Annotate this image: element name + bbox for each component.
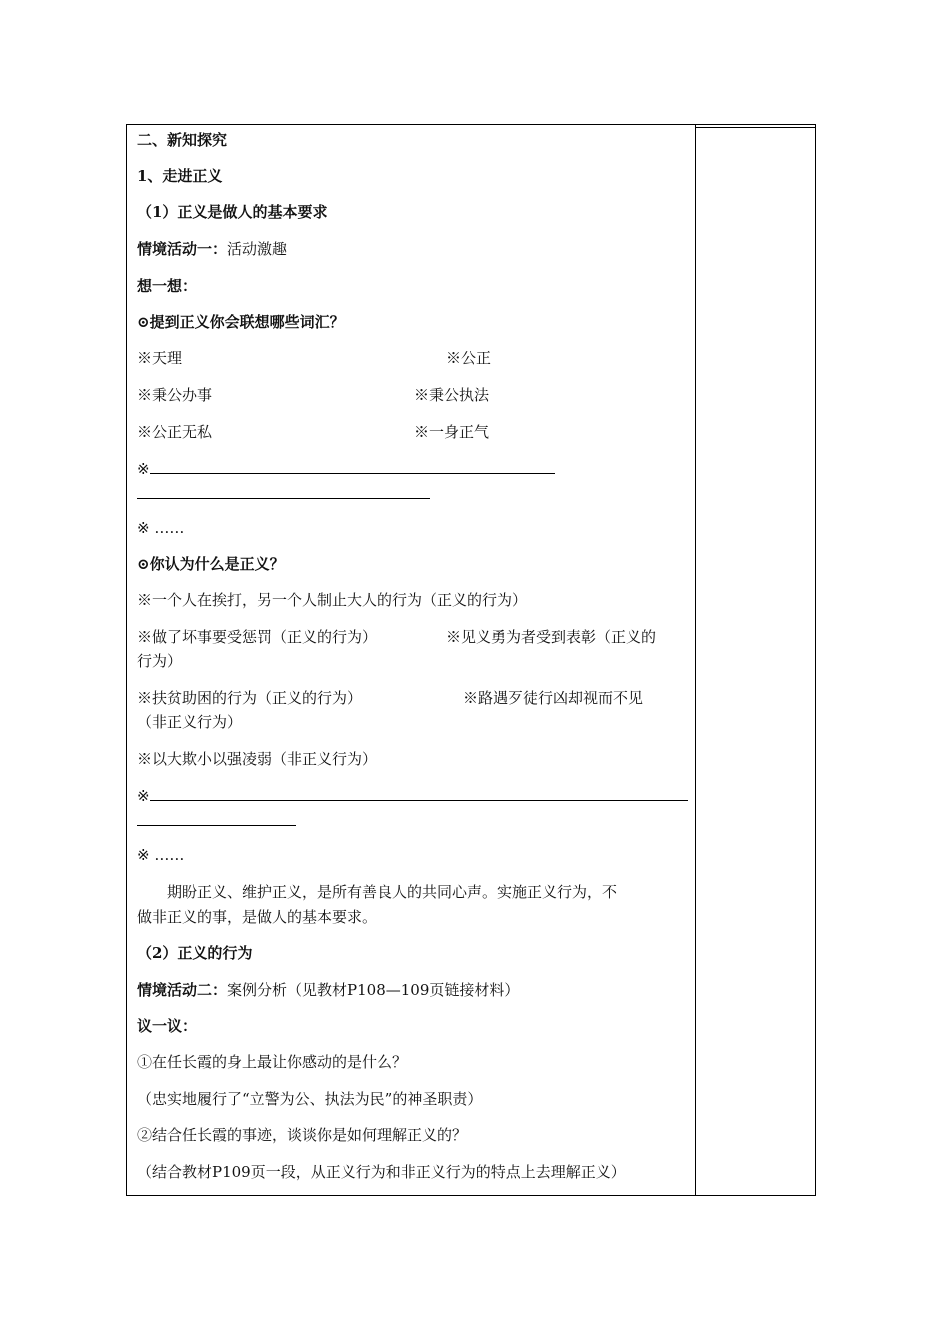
ellipsis-2: ※ …… [137,846,185,864]
reference-mark: ※ [137,787,150,805]
example-3c: （非正义行为） [137,713,243,731]
discussion-question-2: ②结合任长霞的事迹，谈谈你是如何理解正义的？ [137,1126,468,1144]
subsection-1-2: （2）正义的行为 [137,944,253,962]
content-column [127,125,696,1195]
example-3b: ※路遇歹徒行凶却视而不见 [463,689,644,707]
word-left: ※秉公办事 [137,386,213,404]
lesson-table [126,124,816,1196]
activity-1 [137,236,287,262]
word-right: ※一身正气 [414,423,490,441]
discussion-answer-1: （忠实地履行了“立警为公、执法为民”的神圣职责） [137,1090,483,1108]
blank-answer-1-cont [137,481,430,507]
blank-answer-2 [137,783,688,809]
word-row [137,345,182,371]
blank-line [137,811,296,826]
ellipsis-1: ※ …… [137,519,185,537]
activity-2 [137,977,519,1003]
activity-1-label: 情境活动一： [137,240,228,258]
example-2a: ※做了坏事要受惩罚（正义的行为） [137,628,378,646]
conclusion-line-2: 做非正义的事，是做人的基本要求。 [137,908,378,926]
word-left: ※天理 [137,349,183,367]
blank-line [150,459,555,474]
example-1: ※一个人在挨打，另一个人制止大人的行为（正义的行为） [137,591,528,609]
word-left: ※公正无私 [137,423,213,441]
example-4: ※以大欺小以强凌弱（非正义行为） [137,750,378,768]
blank-line [150,786,688,801]
discussion-answer-2: （结合教材P109页一段，从正义行为和非正义行为的特点上去理解正义） [137,1163,626,1181]
reference-mark: ※ [137,460,150,478]
activity-2-text: 案例分析（见教材P108—109页链接材料） [227,981,520,999]
divider [696,127,815,128]
notes-column [696,125,815,1195]
question-1: ⊙提到正义你会联想哪些词汇？ [137,313,345,331]
example-3a: ※扶贫助困的行为（正义的行为） [137,689,363,707]
question-2: ⊙你认为什么是正义？ [137,555,285,573]
activity-2-label: 情境活动二： [137,981,228,999]
word-right: ※公正 [446,349,492,367]
blank-answer-1 [137,456,555,482]
example-2b: ※见义勇为者受到表彰（正义的 [446,628,657,646]
section-heading: 二、新知探究 [137,131,228,149]
blank-line [137,484,430,499]
example-2c: 行为） [137,652,183,670]
word-right: ※秉公执法 [414,386,490,404]
activity-1-text: 活动激趣 [227,240,288,258]
discussion-question-1: ①在任长霞的身上最让你感动的是什么？ [137,1053,408,1071]
think-label: 想一想： [137,277,198,295]
blank-answer-2-cont [137,808,296,834]
subsection-1-1: （1）正义是做人的基本要求 [137,203,328,221]
discuss-label: 议一议： [137,1017,198,1035]
subsection-heading: 1、走进正义 [137,167,223,185]
conclusion-line-1: 期盼正义、维护正义，是所有善良人的共同心声。实施正义行为，不 [167,883,618,901]
